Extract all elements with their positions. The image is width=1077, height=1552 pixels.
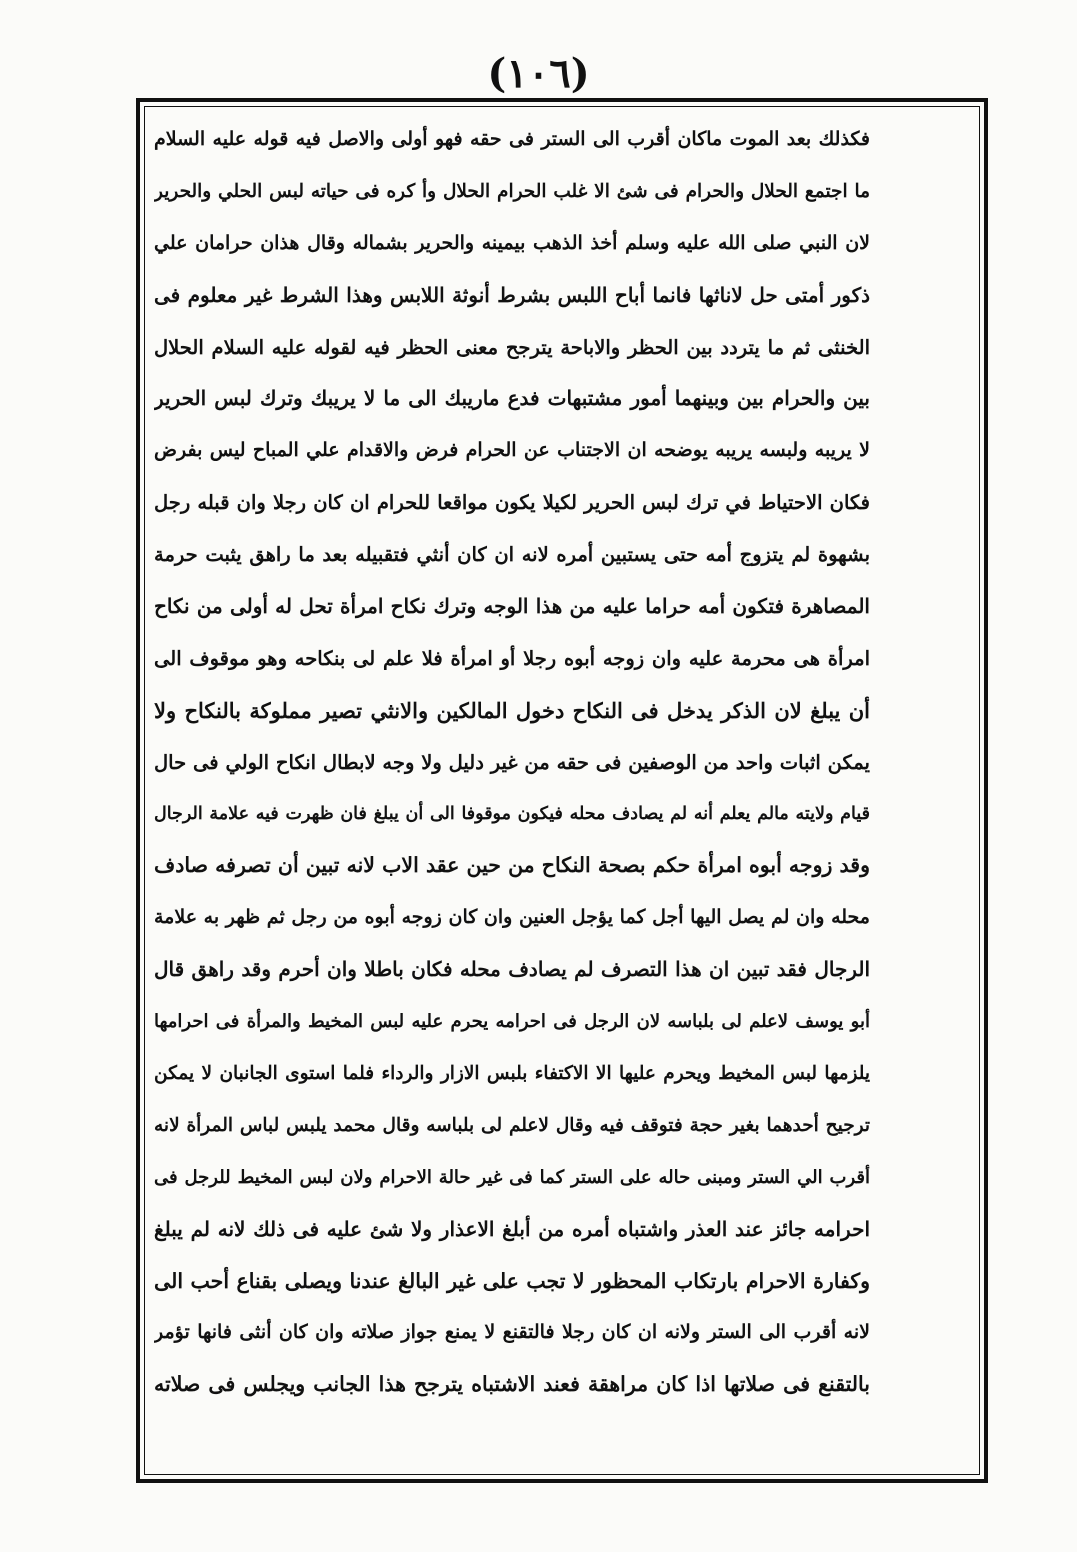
- text-line: بالتقنع فى صلاتها اذا كان مراهقة فعند الاشتباه يترجح هذا الجانب ويجلس فى صلاته: [154, 1372, 870, 1397]
- text-line: الخنثى ثم ما يتردد بين الحظر والاباحة يترجح معنى الحظر فيه لقوله عليه السلام الحلال: [154, 335, 870, 359]
- text-line: الرجال فقد تبين ان هذا التصرف لم يصادف محله فكان باطلا وان أحرم وقد راهق قال: [154, 957, 870, 982]
- text-line: وكفارة الاحرام بارتكاب المحظور لا تجب على غير البالغ عندنا ويصلى بقناع أحب الى: [154, 1268, 870, 1293]
- text-line: أقرب الي الستر ومبنى حاله على الستر كما فى غير حالة الاحرام ولان لبس المخيط للرجل فى: [154, 1166, 870, 1188]
- page-number: (١٠٦): [487, 50, 590, 97]
- text-line: ما اجتمع الحلال والحرام فى شئ الا غلب الحرام الحلال وأ كره فى حياته لبس الحلي والحرير: [154, 180, 870, 202]
- text-line: يلزمها لبس المخيط ويحرم عليها الا الاكتفاء بلبس الازار والرداء فلما استوى الجانبان لا يمكن: [154, 1063, 870, 1085]
- text-line: لان النبي صلى الله عليه وسلم أخذ الذهب بيمينه والحرير بشماله وقال هذان حرامان علي: [154, 231, 870, 254]
- text-line: بين والحرام بين وبينهما أمور مشتبهات فدع ماريبك الى ما لا يريبك وترك لبس الحرير: [154, 386, 870, 411]
- text-line: يمكن اثبات واحد من الوصفين فى حقه من غير دليل ولا وجه لابطال انكاح الولي فى حال: [154, 750, 870, 774]
- text-line: محله وان لم يصل اليها أجل كما يؤجل العنين وان كان زوجه أبوه من رجل ثم ظهر به علامة: [154, 906, 870, 929]
- text-body: [154, 114, 870, 1466]
- text-line: بشهوة لم يتزوج أمه حتى يستبين أمره لانه ان كان أنثي فتقبيله بعد ما راهق يثبت حرمة: [154, 543, 870, 567]
- text-line: امرأة هى محرمة عليه وان زوجه أبوه رجلا أو امرأة فلا علم لى بنكاحه وهو موقوف الى: [154, 646, 870, 670]
- text-line: لا يريبه ولبسه يريبه يوضحه ان الاجتناب عن الحرام فرض والاقدام علي المباح ليس بفرض: [154, 439, 870, 462]
- text-line: احرامه جائز عند العذر واشتباه أمره من أبلغ الاعذار ولا شئ عليه فى ذلك لانه لم يبلغ: [154, 1216, 870, 1241]
- text-line: أبو يوسف لاعلم لى بلباسه لان الرجل فى احرامه يحرم عليه لبس المخيط والمرأة فى احرامها: [154, 1011, 870, 1033]
- text-line: لانه أقرب الى الستر ولانه ان كان رجلا فالتقنع لا يمنع جواز صلاته وان كان أنثى فانها تؤمر: [154, 1321, 870, 1344]
- text-line: ذكور أمتى حل لاناثها فانما أباح اللبس بشرط أنوثة اللابس وهذا الشرط غير معلوم فى: [154, 282, 870, 307]
- text-line: قيام ولايته مالم يعلم أنه لم يصادف محله فيكون موقوفا الى أن يبلغ فان ظهرت فيه علامة الرجال: [154, 803, 870, 824]
- text-line: فكذلك بعد الموت ماكان أقرب الى الستر فى حقه فهو أولى والاصل فيه قوله عليه السلام: [154, 128, 870, 150]
- text-line: ترجيح أحدهما بغير حجة فتوقف فيه وقال لاعلم لى بلباسه وقال محمد يلبس لباس المرأة لانه: [154, 1114, 870, 1136]
- text-line: أن يبلغ لان الذكر يدخل فى النكاح دخول المالكين والانثي تصير مملوكة بالنكاح ولا: [154, 697, 870, 723]
- text-line: المصاهرة فتكون أمه حراما عليه من هذا الوجه وترك نكاح امرأة تحل له أولى من نكاح: [154, 594, 870, 619]
- text-line: وقد زوجه أبوه امرأة حكم بصحة النكاح من حين عقد الاب لانه تبين أن تصرفه صادف: [154, 853, 870, 878]
- text-line: فكان الاحتياط في ترك لبس الحرير لكيلا يكون مواقعا للحرام ان كان رجلا وان قبله رجل: [154, 491, 870, 515]
